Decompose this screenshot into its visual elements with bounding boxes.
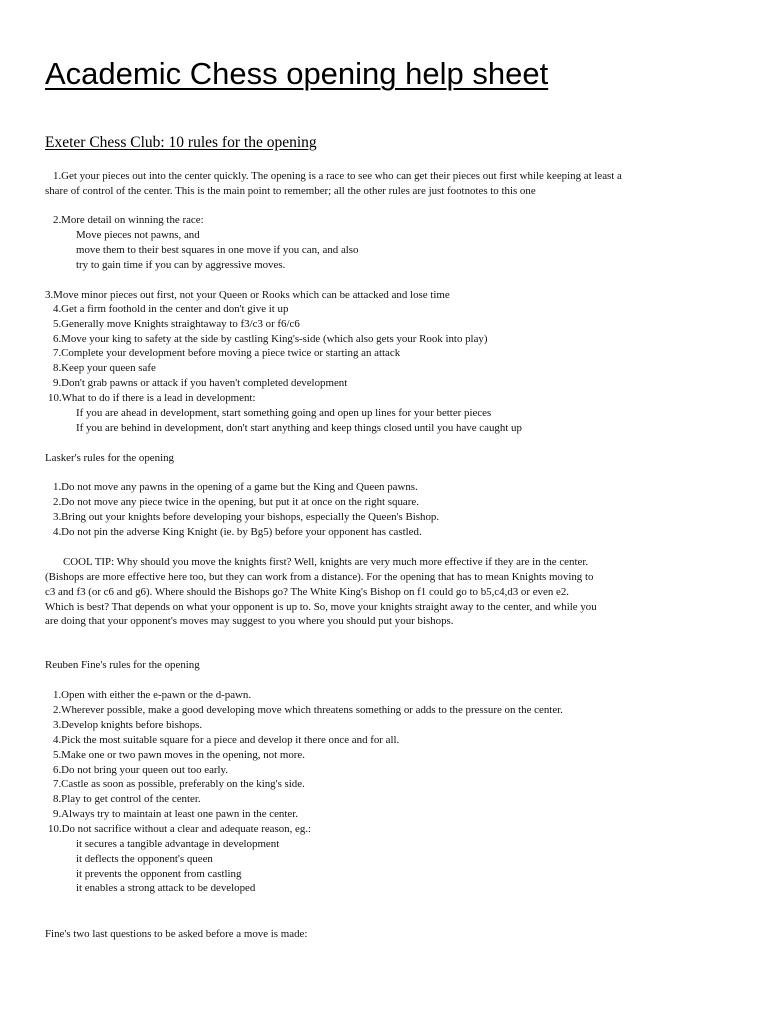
exeter-rule-9: 9.Don't grab pawns or attack if you haven't completed development: [53, 377, 348, 389]
cool-tip-line: are doing that your opponent's moves may suggest to you where you should put your bishops.: [45, 615, 454, 627]
cool-tip-line: COOL TIP: Why should you move the knights first? Well, knights are very much more effective if they are in the center.: [63, 556, 589, 568]
exeter-rule-3: 3.Move minor pieces out first, not your Queen or Rooks which can be attacked and lose time: [45, 289, 450, 301]
exeter-rule-10-sub: If you are behind in development, don't start anything and keep things closed until you have caught up: [76, 422, 522, 434]
page-title: Academic Chess opening help sheet: [45, 56, 549, 91]
exeter-rule-5: 5.Generally move Knights straightaway to f3/c3 or f6/c6: [53, 318, 300, 330]
fine-last-questions: Fine's two last questions to be asked before a move is made:: [45, 928, 308, 940]
exeter-rule-7: 7.Complete your development before moving a piece twice or starting an attack: [53, 347, 401, 359]
lasker-heading: Lasker's rules for the opening: [45, 452, 174, 464]
exeter-rule-2-sub: move them to their best squares in one move if you can, and also: [76, 244, 359, 256]
fine-rule-10-sub: it secures a tangible advantage in development: [76, 838, 280, 850]
fine-rule: 1.Open with either the e-pawn or the d-pawn.: [53, 689, 252, 701]
fine-rule: 4.Pick the most suitable square for a piece and develop it there once and for all.: [53, 734, 400, 746]
cool-tip-line: Which is best? That depends on what your opponent is up to. So, move your knights straight away to the center, and while you: [45, 601, 597, 613]
lasker-rule: 3.Bring out your knights before developing your bishops, especially the Queen's Bishop.: [53, 511, 440, 523]
fine-heading: Reuben Fine's rules for the opening: [45, 659, 200, 671]
cool-tip-line: (Bishops are more effective here too, but they can work from a distance). For the opening that has to mean Knights moving to: [45, 571, 594, 583]
exeter-rule-8: 8.Keep your queen safe: [53, 362, 156, 374]
exeter-rule-1-line-1: 1.Get your pieces out into the center quickly. The opening is a race to see who can get their pieces out first while keeping at least a: [53, 170, 622, 182]
exeter-rule-4: 4.Get a firm foothold in the center and don't give it up: [53, 303, 289, 315]
fine-rule-10-sub: it enables a strong attack to be developed: [76, 882, 256, 894]
fine-rule: 9.Always try to maintain at least one pawn in the center.: [53, 808, 298, 820]
fine-rule: 6.Do not bring your queen out too early.: [53, 764, 229, 776]
fine-rule: 7.Castle as soon as possible, preferably on the king's side.: [53, 778, 305, 790]
exeter-rule-2-sub: Move pieces not pawns, and: [76, 229, 200, 241]
lasker-rule: 4.Do not pin the adverse King Knight (ie. by Bg5) before your opponent has castled.: [53, 526, 422, 538]
exeter-rule-10: 10.What to do if there is a lead in development:: [48, 392, 256, 404]
fine-rule: 8.Play to get control of the center.: [53, 793, 201, 805]
exeter-rule-6: 6.Move your king to safety at the side by castling King's-side (which also gets your Rook into play): [53, 333, 488, 345]
cool-tip-line: c3 and f3 (or c6 and g6). Where should the Bishops go? The White King's Bishop on f1 could go to b5,c4,d3 or even e2.: [45, 586, 570, 598]
lasker-rule: 2.Do not move any piece twice in the opening, but put it at once on the right square.: [53, 496, 419, 508]
exeter-rule-10-sub: If you are ahead in development, start something going and open up lines for your better pieces: [76, 407, 492, 419]
fine-rule-10-sub: it prevents the opponent from castling: [76, 868, 242, 880]
lasker-rule: 1.Do not move any pawns in the opening of a game but the King and Queen pawns.: [53, 481, 418, 493]
fine-rule: 10.Do not sacrifice without a clear and adequate reason, eg.:: [48, 823, 312, 835]
exeter-heading: Exeter Chess Club: 10 rules for the opening: [45, 134, 317, 151]
exeter-rule-2-sub: try to gain time if you can by aggressive moves.: [76, 259, 286, 271]
fine-rule: 3.Develop knights before bishops.: [53, 719, 203, 731]
fine-rule: 2.Wherever possible, make a good developing move which threatens something or adds to the pressure on the center.: [53, 704, 563, 716]
fine-rule-10-sub: it deflects the opponent's queen: [76, 853, 213, 865]
fine-rule: 5.Make one or two pawn moves in the opening, not more.: [53, 749, 305, 761]
exeter-rule-1-line-2: share of control of the center. This is the main point to remember; all the other rules are just footnotes to this one: [45, 185, 536, 197]
exeter-rule-2: 2.More detail on winning the race:: [53, 214, 204, 226]
